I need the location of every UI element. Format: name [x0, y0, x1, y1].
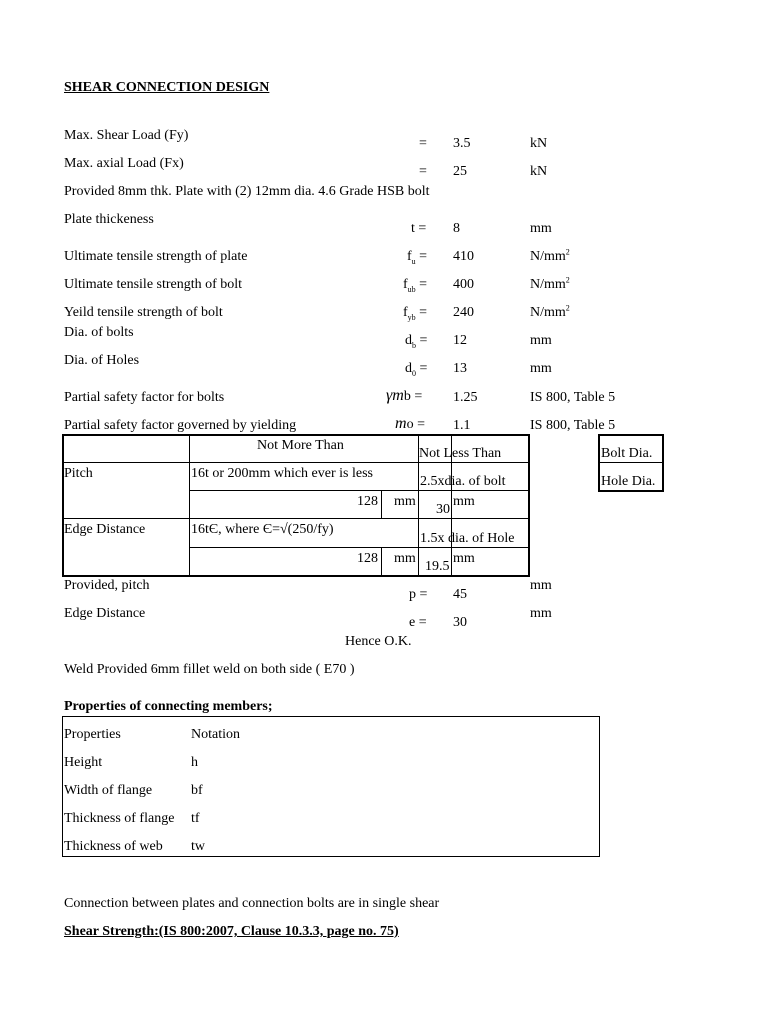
- props-row-property: Height: [64, 755, 103, 770]
- param-symbol: $d_b$ =: [405, 333, 428, 350]
- param-label: Yeild tensile strength of bolt: [64, 305, 223, 320]
- param-symbol: γmb =: [386, 387, 423, 404]
- provided-edge-symbol: e =: [409, 615, 427, 630]
- header-not-less-than: Not Less Than: [419, 446, 502, 461]
- param-unit: mm: [530, 221, 552, 236]
- props-row-property: Thickness of web: [64, 839, 163, 854]
- param-unit: IS 800, Table 5: [530, 390, 616, 405]
- edge-label: Edge Distance: [64, 522, 146, 537]
- props-header-notation: Notation: [191, 727, 240, 742]
- param-value: 410: [453, 249, 474, 264]
- param-unit: $N/mm^2$: [530, 303, 570, 320]
- param-symbol: $f_{yb}$ =: [403, 305, 428, 322]
- param-label: Ultimate tensile strength of bolt: [64, 277, 243, 292]
- props-row-notation: tw: [191, 839, 205, 854]
- props-row-notation: h: [191, 755, 198, 770]
- param-label: Dia. of Holes: [64, 353, 140, 368]
- pitch-min-unit: mm: [453, 494, 475, 509]
- axial-load-value: 25: [453, 164, 467, 179]
- param-value: 240: [453, 305, 474, 320]
- axial-load-eq: =: [419, 164, 427, 179]
- param-unit: $N/mm^2$: [530, 275, 570, 292]
- shear-load-unit: kN: [530, 136, 548, 151]
- param-symbol: mo =: [395, 415, 425, 432]
- param-symbol: t =: [411, 221, 427, 236]
- provided-pitch-unit: mm: [530, 578, 552, 593]
- param-symbol: $d_0$ =: [405, 361, 428, 378]
- props-row-property: Thickness of flange: [64, 811, 175, 826]
- hence-ok-text: Hence O.K.: [345, 634, 412, 649]
- param-label: Dia. of bolts: [64, 325, 134, 340]
- shear-load-value: 3.5: [453, 136, 471, 151]
- provided-edge-value: 30: [453, 615, 467, 630]
- pitch-max-rule: 16t or 200mm which ever is less: [191, 466, 373, 481]
- provided-plate-note: Provided 8mm thk. Plate with (2) 12mm dia. 4.6 Grade HSB bolt: [64, 184, 430, 199]
- param-label: Partial safety factor for bolts: [64, 390, 225, 405]
- param-value: 1.1: [453, 418, 471, 433]
- param-label: Partial safety factor governed by yielding: [64, 418, 297, 433]
- param-unit: $N/mm^2$: [530, 247, 570, 264]
- param-symbol: $f_u$ =: [407, 249, 428, 266]
- weld-note: Weld Provided 6mm fillet weld on both side ( E70 ): [64, 662, 355, 677]
- param-unit: mm: [530, 361, 552, 376]
- hole-dia-label: Hole Dia.: [601, 474, 656, 489]
- properties-heading: Properties of connecting members;: [64, 699, 273, 714]
- provided-edge-label: Edge Distance: [64, 606, 146, 621]
- edge-min-value: 19.5: [425, 559, 450, 574]
- props-row-notation: bf: [191, 783, 203, 798]
- header-not-more-than: Not More Than: [257, 438, 344, 453]
- provided-pitch-symbol: p =: [409, 587, 428, 602]
- edge-min-rule: 1.5x dia. of Hole: [420, 531, 515, 546]
- props-row-notation: tf: [191, 811, 200, 826]
- props-header-properties: Properties: [64, 727, 121, 742]
- param-unit: mm: [530, 333, 552, 348]
- pitch-max-value: 128: [357, 494, 378, 509]
- page-title: SHEAR CONNECTION DESIGN: [64, 80, 270, 95]
- param-value: 13: [453, 361, 467, 376]
- edge-max-rule: 16tЄ, where Є=√(250/fy): [191, 522, 334, 537]
- param-value: 12: [453, 333, 467, 348]
- pitch-min-rule: 2.5xdia. of bolt: [420, 474, 506, 489]
- edge-min-unit: mm: [453, 551, 475, 566]
- param-value: 8: [453, 221, 460, 236]
- shear-load-label: Max. Shear Load (Fy): [64, 128, 189, 143]
- pitch-label: Pitch: [64, 466, 93, 481]
- bolt-dia-label: Bolt Dia.: [601, 446, 653, 461]
- param-symbol: $f_{ub}$ =: [403, 277, 428, 294]
- props-row-property: Width of flange: [64, 783, 153, 798]
- shear-strength-heading: Shear Strength:(IS 800:2007, Clause 10.3.3, page no. 75): [64, 924, 399, 939]
- axial-load-label: Max. axial Load (Fx): [64, 156, 184, 171]
- param-value: 1.25: [453, 390, 478, 405]
- provided-edge-unit: mm: [530, 606, 552, 621]
- pitch-max-unit: mm: [394, 494, 416, 509]
- param-label: Ultimate tensile strength of plate: [64, 249, 248, 264]
- param-label: Plate thickeness: [64, 212, 154, 227]
- connection-note: Connection between plates and connection bolts are in single shear: [64, 896, 440, 911]
- edge-max-unit: mm: [394, 551, 416, 566]
- provided-pitch-label: Provided, pitch: [64, 578, 150, 593]
- provided-pitch-value: 45: [453, 587, 467, 602]
- shear-load-eq: =: [419, 136, 427, 151]
- param-unit: IS 800, Table 5: [530, 418, 616, 433]
- param-value: 400: [453, 277, 474, 292]
- axial-load-unit: kN: [530, 164, 548, 179]
- edge-max-value: 128: [357, 551, 378, 566]
- pitch-min-value: 30: [436, 502, 450, 517]
